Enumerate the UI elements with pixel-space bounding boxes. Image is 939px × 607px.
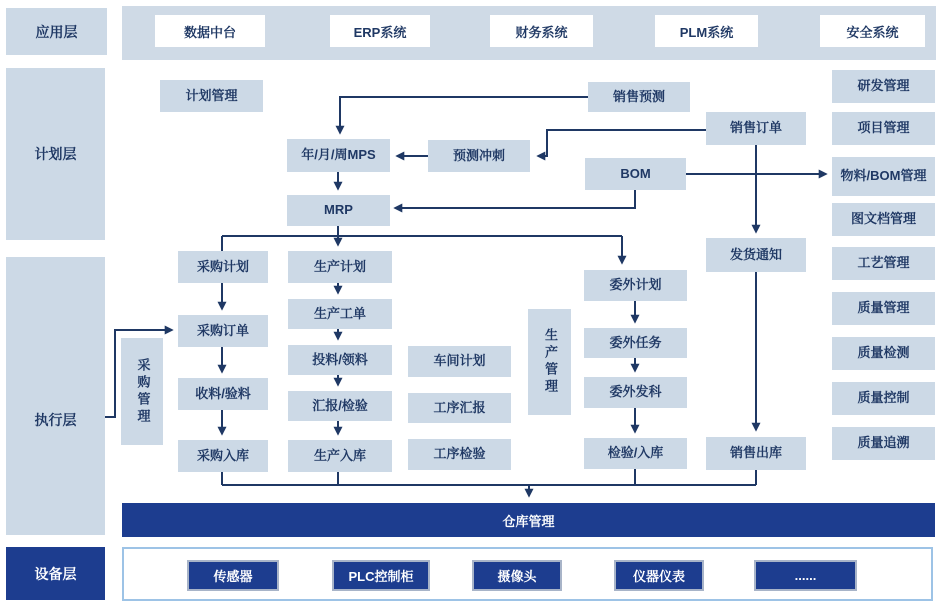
- device-layer-panel: [122, 547, 933, 601]
- node-mrp: MRP: [287, 195, 390, 226]
- node-bom: BOM: [585, 158, 686, 190]
- module-right-5: 质量管理: [832, 292, 935, 325]
- application-layer-band: [122, 6, 936, 60]
- node-ship-notice: 发货通知: [706, 238, 806, 272]
- module-right-3: 图文档管理: [832, 203, 935, 236]
- node-inspect-in: 检验/入库: [584, 438, 687, 469]
- module-right-6: 质量检测: [832, 337, 935, 370]
- layer-label-planning: 计划层: [6, 68, 105, 240]
- node-workshop-plan: 车间计划: [408, 346, 511, 377]
- module-right-2: 物料/BOM管理: [832, 157, 935, 196]
- device-2: 摄像头: [472, 560, 562, 591]
- device-1: PLC控制柜: [332, 560, 430, 591]
- node-sales-out: 销售出库: [706, 437, 806, 470]
- node-op-inspect: 工序检验: [408, 439, 511, 470]
- app-system-2: 财务系统: [490, 15, 593, 47]
- app-system-4: 安全系统: [820, 15, 925, 47]
- node-prod-in: 生产入库: [288, 440, 392, 472]
- node-purchase-plan: 采购计划: [178, 251, 268, 283]
- app-system-1: ERP系统: [330, 15, 430, 47]
- node-feed-pick: 投料/领料: [288, 345, 392, 375]
- node-prod-mgmt: 生产管理: [528, 309, 571, 415]
- node-mps: 年/月/周MPS: [287, 139, 390, 172]
- arrow-sales-forecast-to-mps: [340, 97, 588, 132]
- node-sales-order: 销售订单: [706, 112, 806, 145]
- node-sales-forecast: 销售预测: [588, 82, 690, 112]
- node-outsource-issue: 委外发科: [584, 377, 687, 408]
- node-op-report: 工序汇报: [408, 393, 511, 423]
- device-4: ......: [754, 560, 857, 591]
- module-right-7: 质量控制: [832, 382, 935, 415]
- module-right-1: 项目管理: [832, 112, 935, 145]
- layer-label-application: 应用层: [6, 8, 107, 55]
- node-prod-plan: 生产计划: [288, 251, 392, 283]
- app-system-0: 数据中台: [155, 15, 265, 47]
- node-forecast-offset: 预测冲刺: [428, 140, 530, 172]
- warehouse-management-bar: 仓库管理: [122, 503, 935, 537]
- arrow-bom-to-mrp: [396, 190, 635, 208]
- node-plan-mgmt: 计划管理: [160, 80, 263, 112]
- node-outsource-plan: 委外计划: [584, 270, 687, 301]
- module-right-4: 工艺管理: [832, 247, 935, 280]
- node-prod-order: 生产工单: [288, 299, 392, 329]
- layer-label-device: 设备层: [6, 547, 105, 600]
- line-mrp-distribution: [222, 226, 622, 251]
- node-purchase-order: 采购订单: [178, 315, 268, 347]
- node-purchase-in: 采购入库: [178, 440, 268, 472]
- node-purchase-mgmt: 采购管理: [121, 338, 163, 445]
- node-receive-inspect: 收料/验料: [178, 378, 268, 410]
- device-0: 传感器: [187, 560, 279, 591]
- node-outsource-task: 委外任务: [584, 328, 687, 358]
- app-system-3: PLM系统: [655, 15, 758, 47]
- module-right-8: 质量追溯: [832, 427, 935, 460]
- module-right-0: 研发管理: [832, 70, 935, 103]
- device-3: 仪器仪表: [614, 560, 704, 591]
- arrow-sales-order-to-forecast-offset: [539, 130, 706, 156]
- layer-label-execution: 执行层: [6, 257, 105, 535]
- node-report-inspect: 汇报/检验: [288, 391, 392, 421]
